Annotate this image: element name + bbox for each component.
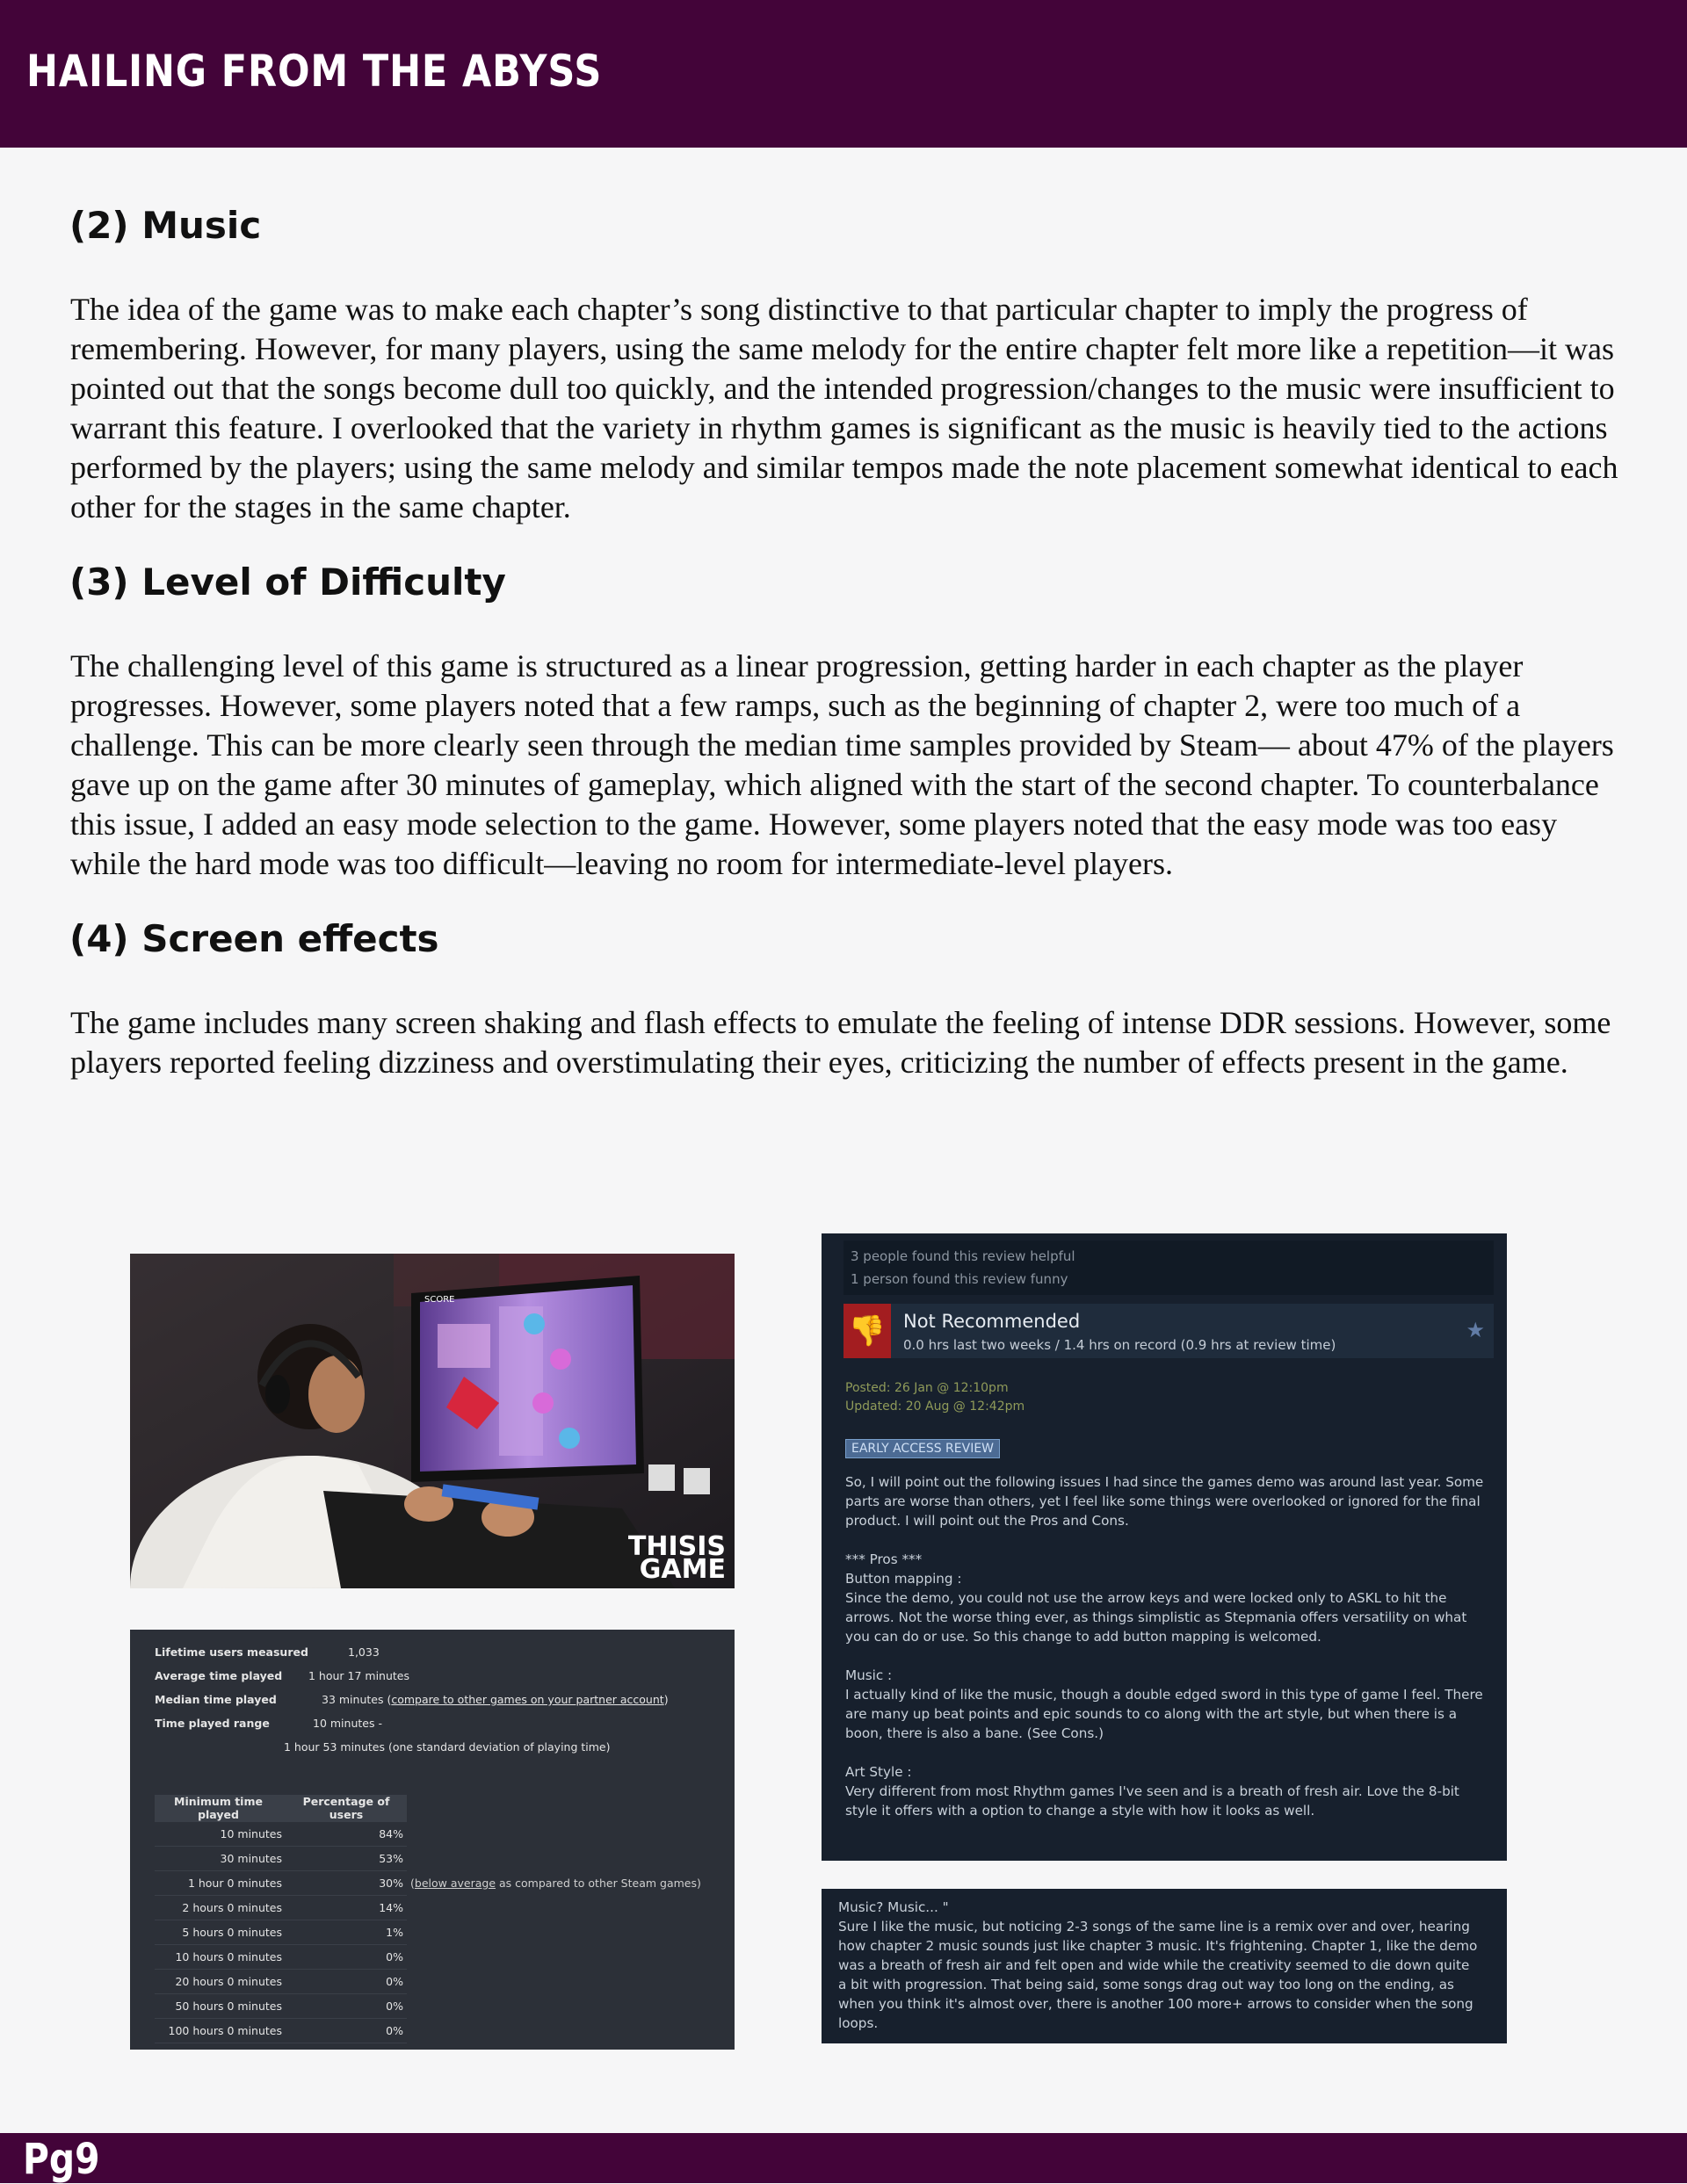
table-row [155,2019,701,2043]
stat-range [155,1717,382,1730]
page-header [0,0,1687,148]
posted-date: Posted: 26 Jan @ 12:10pm [845,1381,1009,1395]
review-continued-text: Music? Music... " Sure I like the music, but noticing 2-3 songs of the same line is a remix over and over, hearing how chapter 2 music sounds just like chapter 3 music. It's frightening. Chapter 1, like the demo was a breath of fresh air and felt open and wide while the creativity seemed to die down quite a bit with progression. That being said, some songs drag out way too long on the ending, as when you think it's almost over, there is another 100 more+ arrows to consider when the song loops. [838,1899,1478,2031]
recommendation-bar[interactable] [844,1304,1494,1358]
early-access-badge: EARLY ACCESS REVIEW [845,1439,1000,1458]
row-time: 50 hours 0 minutes [155,1994,289,2019]
stat-lifetime-label: Lifetime users measured [155,1645,308,1659]
row-time: 30 minutes [155,1847,289,1871]
row-pct: 84% [289,1822,407,1847]
recommendation-verdict: Not Recommended [903,1311,1081,1332]
stat-median-close: ) [663,1693,669,1706]
paragraph-difficulty: The challenging level of this game is structured as a linear progression, getting harder in each chapter as the player progresses. However, some players noted that a few ramps, such as the beginning of chapter 2, were too much of a challenge. This can be more clearly seen through the median time samples provided by Steam— about 47% of the players gave up on the game after 30 minutes of gameplay, which aligned with the start of the second chapter. To counterbalance this issue, I added an easy mode selection to the game. However, some players noted that the easy mode was too easy while the hard mode was too difficult—leaving no room for intermediate-level players. [70,648,1614,881]
page-number: Pg9 [23,2135,100,2184]
row-time: 1 hour 0 minutes [155,1871,289,1896]
watermark-line2: GAME [639,1554,726,1585]
row-pct: 0% [289,1945,407,1970]
row-time: 2 hours 0 minutes [155,1896,289,1920]
row-time: 5 hours 0 minutes [155,1920,289,1945]
stat-range-value2: 1 hour 53 minutes (one standard deviation of playing time) [284,1740,611,1754]
table-row [155,1994,701,2019]
table-row [155,1847,701,1871]
score-label: SCORE [424,1295,455,1305]
thumbs-down-icon: 👎 [844,1304,891,1358]
heading-screen-effects: (4) Screen effects [69,917,439,960]
paragraph-music: The idea of the game was to make each chapter’s song distinctive to that particular chapter to imply the progress of remembering. However, for many players, using the same melody for the entire chapter felt more like a repetition—it was pointed out that the songs become dull too quickly, and the intended progression/changes to the music were insufficient to warrant this feature. I overlooked that the variety in rhythm games is significant as the music is heavily tied to the actions performed by the players; using the same melody and similar tempos made the note placement somewhat identical to each other for the stages in the same chapter. [70,292,1618,524]
review-helpful-box [844,1240,1494,1295]
table-row [155,1970,701,1994]
compare-link[interactable]: compare to other games on your partner account [391,1693,664,1706]
stat-median-value: 33 minutes ( [322,1693,392,1706]
below-average-link[interactable]: below average [414,1877,496,1890]
playtime-stats-panel [130,1630,735,2050]
table-row [155,1896,701,1920]
row-time: 10 minutes [155,1822,289,1847]
table-row [155,1920,701,1945]
row-pct: 14% [289,1896,407,1920]
stat-range-label: Time played range [155,1717,270,1730]
stat-median [155,1693,669,1706]
thisisgame-watermark [627,1531,726,1585]
playtime-table [155,1795,701,2043]
page-footer [0,2133,1687,2183]
header-percentage: Percentage of users [289,1795,407,1822]
review-dates [845,1379,1025,1416]
stat-average [155,1669,410,1682]
funny-count: 1 person found this review funny [851,1271,1068,1287]
steam-review-continued-panel [822,1889,1507,2043]
note-open: ( [410,1877,415,1890]
paragraph-screen-effects: The game includes many screen shaking and flash effects to emulate the feeling of intense DDR sessions. However, some players reported feeling dizziness and overstimulating their eyes, criticizing the number of effects present in the game. [70,1005,1611,1080]
player-photo [130,1254,735,1588]
row-time: 20 hours 0 minutes [155,1970,289,1994]
star-icon[interactable]: ★ [1466,1318,1485,1342]
heading-difficulty: (3) Level of Difficulty [69,560,506,604]
review-body-text: So, I will point out the following issues I had since the games demo was around last year. Some parts are worse than others, yet I feel like some things were overlooked or ignored for the final product. I will point out the Pros and Cons. *** Pros *** Button mapping : Since the demo, you could not use the arrow keys and were locked only to ASKL to hit the arrows. Not the worse thing ever, as things simplistic as Stepmania offers versatility on what you can do or use. So this change to add button mapping is welcomed. Music : I actually kind of like the music, though a double edged sword in this type of game I feel. There are many up beat points and epic sounds to co along with the art style, but when there is a boon, there is also a bane. (See Cons.) Art Style : Very different from most Rhythm games I've seen and is a breath of fresh air. Love the 8-bit style it offers with a option to change a style with how it looks as well. [845,1474,1484,1819]
row-pct: 0% [289,2019,407,2043]
helpful-count: 3 people found this review helpful [851,1248,1075,1264]
row-time: 100 hours 0 minutes [155,2019,289,2043]
row-time: 10 hours 0 minutes [155,1945,289,1970]
stat-lifetime-value: 1,033 [348,1645,380,1659]
stat-median-label: Median time played [155,1693,277,1706]
table-header-row [155,1795,701,1822]
watermark-line1: THISIS [627,1531,726,1562]
updated-date: Updated: 20 Aug @ 12:42pm [845,1399,1025,1414]
heading-music: (2) Music [69,204,262,247]
row-pct: 53% [289,1847,407,1871]
row-pct: 1% [289,1920,407,1945]
stat-lifetime [155,1645,380,1659]
row-pct: 0% [289,1970,407,1994]
row-note [407,1871,701,1896]
hours-played: 0.0 hrs last two weeks / 1.4 hrs on record (0.9 hrs at review time) [903,1337,1336,1353]
row-pct: 0% [289,1994,407,2019]
stat-average-value: 1 hour 17 minutes [308,1669,410,1682]
table-row [155,1822,701,1847]
stat-range-value: 10 minutes - [313,1717,382,1730]
table-row [155,1871,701,1896]
steam-review-panel [822,1233,1507,1861]
note-rest: as compared to other Steam games) [496,1877,701,1890]
stat-average-label: Average time played [155,1669,283,1682]
row-pct: 30% [289,1871,407,1896]
table-row [155,1945,701,1970]
header-min-time: Minimum time played [155,1795,289,1822]
header-title: HAILING FROM THE ABYSS [26,46,603,97]
